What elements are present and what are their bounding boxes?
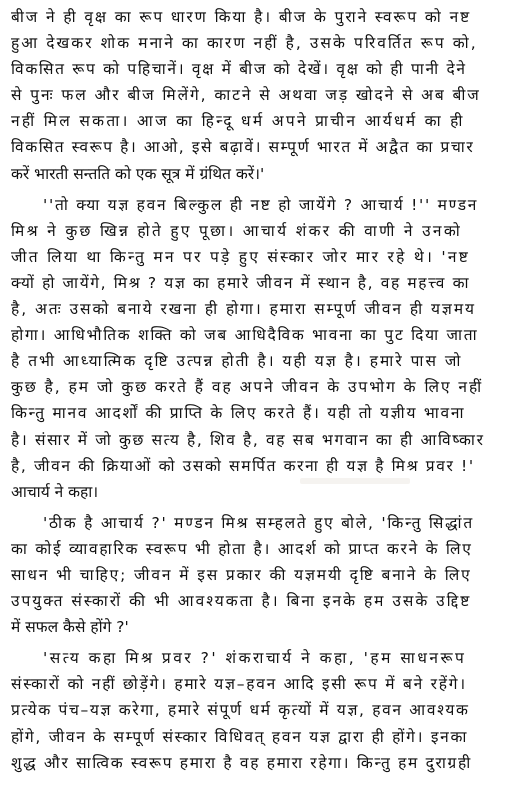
text-line: नहीं मिल सकता। आज का हिन्दू धर्म अपने प्राचीन आर्यधर्म का ही bbox=[11, 112, 465, 131]
text-line: विकसित रूप को पहिचानें। वृक्ष में बीज को देखें। वृक्ष को ही पानी देने bbox=[11, 60, 467, 79]
text-line: होगा। आधिभौतिक शक्ति को जब आधिदैविक भावना का पुट दिया जाता bbox=[11, 326, 479, 345]
text-line: है तभी आध्यात्मिक दृष्टि उत्पन्न होती है। यही यज्ञ है। हमारे पास जो bbox=[11, 352, 463, 371]
page-text bbox=[11, 4, 511, 776]
text-line: जीत लिया था किन्तु मन पर पड़े हुए संस्कार जोर मार रहे थे। 'नष्ट bbox=[11, 247, 471, 266]
paragraph bbox=[11, 4, 511, 187]
text-line: है, जीवन की क्रियाओं को उसको समर्पित करना ही यज्ञ है मिश्र प्रवर !' bbox=[11, 456, 475, 475]
text-line: ''तो क्या यज्ञ हवन बिल्कुल ही नष्ट हो जायेंगे ? आचार्य !'' मण्डन bbox=[43, 195, 479, 214]
text-line: में सफल कैसे होंगे ?' bbox=[11, 618, 129, 637]
text-line: आचार्य ने कहा। bbox=[11, 482, 99, 501]
text-line: शुद्ध और सात्विक स्वरूप हमारा है वह हमारा रहेगा। किन्तु हम दुराग्रही bbox=[11, 753, 472, 772]
text-line: है, अतः उसको बनाये रखना ही होगा। हमारा सम्पूर्ण जीवन ही यज्ञमय bbox=[11, 300, 476, 319]
text-line: है। संसार में जो कुछ सत्य है, शिव है, वह सब भगवान का ही आविष्कार bbox=[11, 430, 485, 449]
text-line: संस्कारों को नहीं छोड़ेंगे। हमारे यज्ञ–हवन आदि इसी रूप में बने रहेंगे। bbox=[11, 675, 467, 694]
text-line: मिश्र ने कुछ खिन्न होते हुए पूछा। आचार्य शंकर की वाणी ने उनको bbox=[11, 221, 463, 240]
text-line: होंगे, जीवन के सम्पूर्ण संस्कार विधिवत् हवन यज्ञ द्वारा ही होंगे। इनका bbox=[11, 727, 469, 746]
text-line: किन्तु मानव आदर्शों की प्राप्ति के लिए करते हैं। यही तो यज्ञीय भावना bbox=[11, 404, 466, 423]
text-line: बीज ने ही वृक्ष का रूप धारण किया है। बीज के पुराने स्वरूप को नष्ट bbox=[11, 8, 472, 26]
text-line: का कोई व्यावहारिक स्वरूप भी होता है। आदर्श को प्राप्त करने के लिए bbox=[11, 539, 473, 558]
text-line: करें भारती सन्तति को एक सूत्र में ग्रंथित करें।' bbox=[11, 164, 265, 183]
paragraph bbox=[11, 645, 511, 775]
text-line: 'सत्य कहा मिश्र प्रवर ?' शंकराचार्य ने कहा, 'हम साधनरूप bbox=[43, 649, 467, 668]
text-line: क्यों हो जायेंगे, मिश्र ? यज्ञ का हमारे जीवन में स्थान है, वह महत्त्व का bbox=[11, 273, 471, 292]
text-line: 'ठीक है आचार्य ?' मण्डन मिश्र सम्हलते हुए बोले, 'किन्तु सिद्धांत bbox=[43, 513, 474, 532]
text-line: से पुनः फल और बीज मिलेंगे, काटने से अथवा जड़ खोदने से अब बीज bbox=[11, 86, 481, 105]
text-line: प्रत्येक पंच–यज्ञ करेगा, हमारे संपूर्ण धर्म कृत्यों में यज्ञ, हवन आवश्यक bbox=[11, 701, 470, 720]
text-line: उपयुक्त संस्कारों की भी आवश्यकता है। बिना इनके हम उसके उद्दिष्ट bbox=[11, 592, 472, 611]
text-line: साधन भी चाहिए; जीवन में इस प्रकार की यज्ञमयी दृष्टि बनाने के लिए bbox=[11, 565, 472, 584]
text-line: कुछ है, हम जो कुछ करते हैं वह अपने जीवन के उपभोग के लिए नहीं bbox=[11, 378, 484, 397]
text-line: हुआ देखकर शोक मनाने का कारण नहीं है, उसके परिवर्तित रूप को, bbox=[11, 34, 478, 53]
paragraph bbox=[11, 510, 511, 640]
paragraph bbox=[11, 192, 511, 505]
text-line: विकसित स्वरूप है। आओ, इसे बढ़ावें। सम्पूर्ण भारत में अद्वैत का प्रचार bbox=[11, 138, 475, 157]
